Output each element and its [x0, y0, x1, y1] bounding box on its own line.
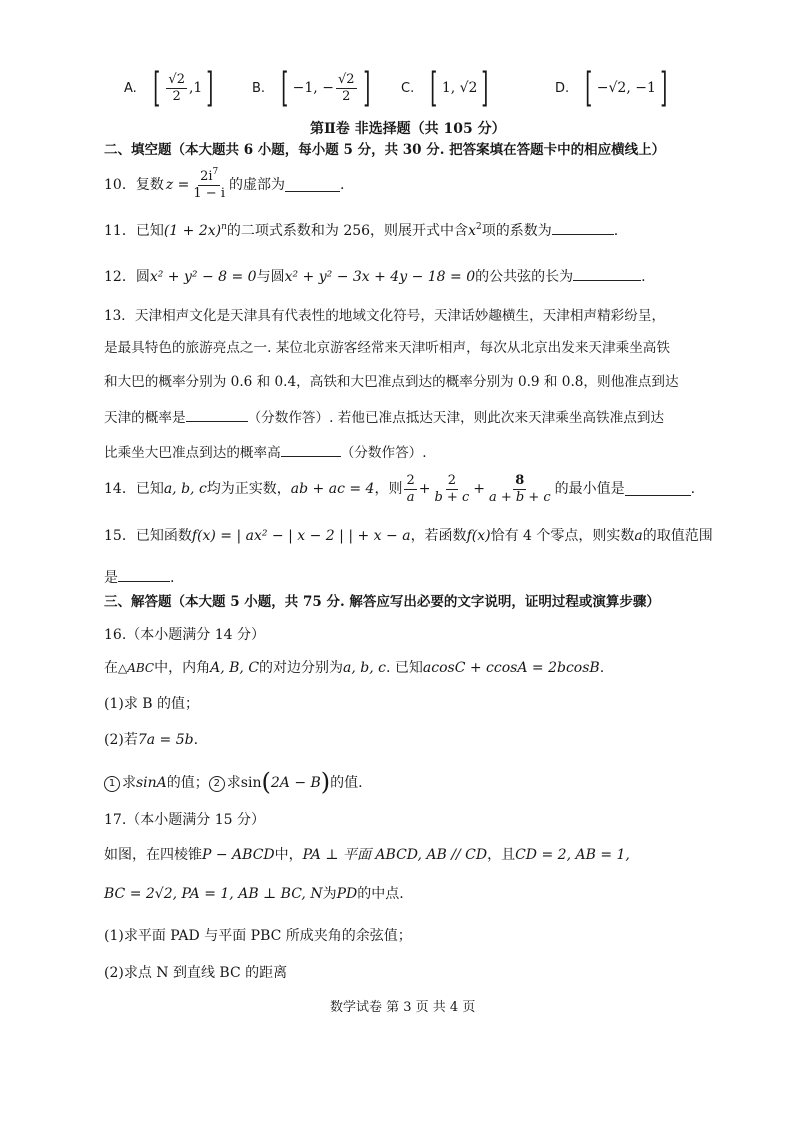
exponent: n	[221, 222, 227, 232]
question-text: 恰有 4 个零点，则实数	[490, 528, 635, 544]
question-text: 中，内角	[154, 660, 211, 676]
math-expression: acosC + ccosA = 2bcosB	[422, 660, 600, 676]
fraction-numerator: 2	[406, 473, 415, 488]
fraction-denominator: 2	[172, 88, 181, 104]
question-text: 如图，在四棱锥	[104, 847, 202, 863]
math-expression: P − ABCD	[202, 847, 275, 863]
punctuation: .	[339, 177, 345, 194]
choice-d-label: D.	[555, 80, 570, 96]
question-15-line-1	[104, 529, 713, 543]
fraction-denominator: 2	[342, 88, 351, 104]
question-16-subparts	[104, 770, 363, 794]
exponent: 7	[212, 167, 219, 177]
punctuation: .	[690, 481, 696, 498]
math-expression: △ABC	[118, 661, 155, 675]
question-text: 的二项式系数和为 256，则展开式中含	[226, 223, 469, 239]
page-footer: 数学试卷 第 3 页 共 4 页	[330, 1000, 476, 1015]
question-16-title: 16.（本小题满分 14 分）	[104, 627, 265, 643]
exponent: 2	[475, 222, 482, 232]
question-13-line-4	[104, 409, 664, 426]
right-bracket: ]	[362, 65, 370, 111]
fraction-numerator: 2	[447, 473, 456, 488]
question-10	[104, 167, 345, 201]
math-expression: f(x)	[466, 528, 491, 544]
choice-b	[252, 65, 374, 111]
math-expression: f(x) = | ax² − | x − 2 | | + x − a	[191, 528, 411, 544]
math-expression: sin	[240, 775, 262, 791]
math-expression: (1 + 2x)	[163, 223, 222, 239]
question-text: 的虚部为	[228, 177, 285, 194]
left-bracket: [	[585, 65, 593, 111]
question-text: (2)若	[104, 732, 138, 748]
fraction-denominator: a	[406, 489, 415, 505]
question-15-line-2	[104, 569, 174, 585]
choice-d	[555, 65, 671, 111]
question-13-line-2: 是最具特色的旅游亮点之一. 某位北京游客经常来天津听相声，每次从北京出发来天津乘坐高铁	[104, 340, 670, 356]
math-expression: A, B, C	[210, 660, 260, 676]
right-bracket: ]	[660, 65, 668, 111]
math-expression: 2A − B	[270, 775, 321, 791]
choice-a-tail: ,1	[188, 80, 203, 96]
question-text: ，且	[487, 847, 516, 863]
math-expression: x	[468, 223, 476, 239]
answer-blank[interactable]	[285, 179, 340, 192]
question-text: . 已知	[386, 660, 423, 676]
question-number: 15．已知函数	[104, 528, 192, 544]
question-text: 中，	[274, 847, 303, 863]
question-text: 的公共弦的长为	[475, 269, 574, 285]
right-bracket: ]	[206, 65, 214, 111]
question-17-part-1: (1)求平面 PAD 与平面 PBC 所成夹角的余弦值；	[104, 928, 412, 944]
math-expression: a	[634, 528, 643, 544]
answer-blank[interactable]	[552, 222, 614, 235]
answer-blank[interactable]	[118, 569, 170, 582]
math-expression: CD = 2, AB = 1,	[515, 847, 630, 863]
question-16-part-1: (1)求 B 的值；	[104, 696, 200, 712]
question-text: 为	[322, 886, 337, 902]
question-number: 14．已知	[104, 481, 164, 498]
question-13-line-3: 和大巴的概率分别为 0.6 和 0.4，高铁和大巴准点到达的概率分别为 0.9 和 0.8，则他准点到达	[104, 374, 679, 390]
answer-blank[interactable]	[186, 409, 248, 422]
question-text: 的值；	[166, 775, 209, 791]
fraction-numerator: 2i	[200, 169, 213, 184]
choice-b-label: B.	[252, 80, 266, 96]
question-13-line-5	[104, 444, 427, 461]
solve-heading: 三、解答题（本大题 5 小题，共 75 分. 解答应写出必要的文字说明，证明过程或演算步骤）	[104, 594, 660, 610]
punctuation: .	[599, 660, 605, 676]
math-expression: sinA	[136, 775, 167, 791]
question-text: 与圆	[256, 269, 285, 285]
question-text: 求	[226, 775, 241, 791]
choice-c-body: 1, √2	[441, 80, 478, 96]
fraction	[487, 474, 553, 504]
choice-c	[401, 65, 493, 111]
question-text: （分数作答）. 若他已准点抵达天津，则此次来天津乘坐高铁准点到达	[247, 410, 665, 426]
question-12	[104, 268, 646, 284]
question-16-part-2	[104, 733, 198, 747]
question-text: 均为正实数，	[206, 481, 291, 498]
question-text: 在	[104, 660, 118, 676]
fraction-denominator: 1 − i	[193, 185, 225, 201]
math-expression: ab + ac = 4	[290, 481, 375, 498]
punctuation: .	[170, 570, 175, 586]
right-paren: )	[320, 768, 331, 796]
choice-b-fraction	[336, 73, 357, 103]
question-text: 项的系数为	[481, 223, 552, 239]
question-text: 比乘坐大巴准点到达的概率高	[104, 445, 281, 461]
math-expression: PA ⊥ 平面 ABCD, AB // CD	[302, 847, 488, 863]
fraction-numerator: √2	[168, 71, 185, 87]
choice-a-label: A.	[124, 80, 137, 96]
fraction-denominator: a + b + c	[488, 489, 551, 505]
math-expression: 7a = 5b	[137, 732, 194, 748]
question-17-title: 17.（本小题满分 15 分）	[104, 812, 265, 828]
choice-a	[124, 65, 218, 111]
operator: +	[473, 481, 485, 498]
question-17-stem-1	[104, 848, 630, 862]
question-number: 12．圆	[104, 269, 150, 285]
fraction-denominator: b + c	[434, 489, 470, 505]
choice-c-label: C.	[401, 80, 415, 96]
question-text: 的值.	[330, 775, 363, 791]
choice-a-fraction	[166, 73, 187, 103]
math-expression: z =	[165, 177, 190, 194]
question-14	[104, 474, 695, 504]
section-title: 第Ⅱ卷 非选择题（共 105 分）	[310, 121, 506, 137]
question-text: 天津的概率是	[104, 410, 186, 426]
fraction-numerator: 8	[515, 473, 525, 488]
circled-number-1: 1	[104, 776, 120, 792]
punctuation: .	[641, 269, 646, 285]
punctuation: .	[613, 223, 619, 239]
math-expression: PD	[336, 886, 358, 902]
left-paren: (	[261, 768, 271, 796]
right-bracket: ]	[481, 65, 489, 111]
question-17-stem-2	[104, 887, 404, 901]
math-expression: BC = 2√2, PA = 1, AB ⊥ BC, N	[104, 886, 323, 902]
question-text: 是	[104, 570, 118, 586]
answer-blank[interactable]	[625, 483, 691, 496]
math-expression: x² + y² − 3x + 4y − 18 = 0	[284, 269, 476, 285]
question-text: ，则	[374, 481, 403, 498]
question-11	[104, 222, 618, 238]
left-bracket: [	[281, 65, 289, 111]
left-bracket: [	[153, 65, 161, 111]
math-expression: x² + y² − 8 = 0	[149, 269, 257, 285]
question-text: 的最小值是	[554, 481, 625, 498]
fraction-numerator: √2	[337, 71, 355, 87]
question-number: 11．已知	[104, 223, 164, 239]
question-16-stem	[104, 661, 604, 675]
math-expression: a, b, c	[343, 660, 386, 676]
math-expression: a, b, c	[163, 481, 207, 498]
q10-fraction	[191, 167, 227, 201]
answer-blank[interactable]	[281, 444, 341, 457]
question-text: ，若函数	[410, 528, 467, 544]
fraction	[432, 474, 471, 504]
fill-in-heading: 二、填空题（本大题共 6 小题，每小题 5 分，共 30 分. 把答案填在答题卡中的相应横线上）	[104, 142, 666, 158]
punctuation: .	[193, 732, 199, 748]
fraction	[404, 474, 416, 504]
question-text: 的中点.	[357, 886, 404, 902]
question-number: 10．复数	[104, 177, 164, 194]
circled-number-2: 2	[209, 776, 225, 792]
choice-d-body: −√2, −1	[596, 80, 656, 96]
left-bracket: [	[430, 65, 438, 111]
question-text: 的取值范围	[642, 528, 713, 544]
question-13-line-1: 13．天津相声文化是天津具有代表性的地域文化符号，天津话妙趣横生，天津相声精彩纷呈，	[104, 308, 666, 324]
question-text: （分数作答）.	[340, 445, 427, 461]
answer-blank[interactable]	[573, 268, 641, 281]
question-text: 的对边分别为	[259, 660, 344, 676]
question-17-part-2: (2)求点 N 到直线 BC 的距离	[104, 965, 288, 981]
operator: +	[418, 481, 431, 498]
choice-b-head: −1, −	[292, 80, 334, 96]
question-text: 求	[122, 775, 136, 791]
